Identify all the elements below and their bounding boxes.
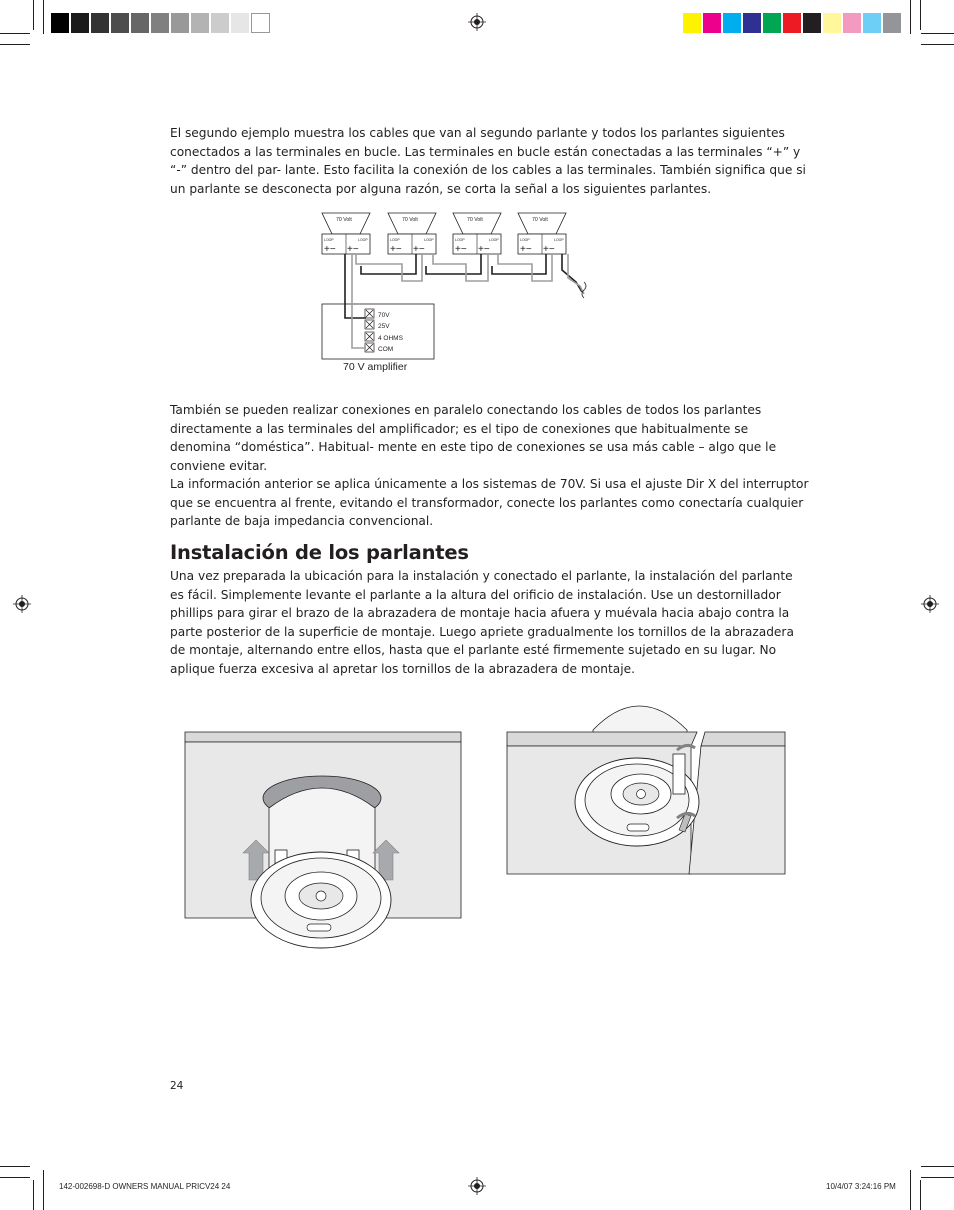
svg-text:+−: +−	[324, 244, 336, 255]
svg-text:LOOP: LOOP	[520, 238, 530, 242]
crop-mark	[33, 1180, 34, 1210]
svg-text:70 Volt: 70 Volt	[467, 217, 483, 223]
paragraph-loop-wiring: El segundo ejemplo muestra los cables que van al segundo parlante y todos los parlantes siguientes conectados a las terminales en bucle. Las terminales en bucle están conectadas a las terminales “+” y “-” dentro del par- lante. Esto facilita la conexión de los cables a las terminales. También significa que si un parlante se desconecta por alguna razón, se corta la señal a los siguientes parlantes.	[170, 126, 806, 196]
svg-text:+−: +−	[520, 244, 532, 255]
registration-mark-icon	[13, 595, 31, 613]
speaker-2	[388, 213, 436, 255]
paragraph-70v-note: La información anterior se aplica únicamente a los sistemas de 70V. Si usa el ajuste Dir X del interruptor que se encuentra al frente, evitando el transformador, conecte los parlantes como conectaría cualquier parlante de baja impedancia convencional.	[170, 477, 809, 529]
print-slug-left: 142-002698-D OWNERS MANUAL PRICV24 24	[59, 1182, 231, 1191]
svg-text:+−: +−	[478, 244, 490, 255]
svg-text:LOOP: LOOP	[489, 238, 499, 242]
svg-text:70 Volt: 70 Volt	[402, 217, 418, 223]
crop-mark	[43, 0, 44, 34]
crop-mark	[0, 1177, 30, 1178]
color-swatch	[803, 13, 822, 33]
crop-mark	[0, 33, 30, 34]
crop-mark	[921, 1166, 954, 1167]
section-heading: Instalación de los parlantes	[170, 541, 469, 564]
crop-mark	[921, 44, 954, 45]
amp-terminal-4	[365, 343, 374, 352]
color-swatch	[703, 13, 722, 33]
color-swatch	[191, 13, 210, 33]
color-swatch	[211, 13, 230, 33]
amp-terminal-3	[365, 332, 374, 341]
tap-label-4ohms: 4 OHMS	[378, 335, 403, 342]
svg-text:+−: +−	[390, 244, 402, 255]
color-swatch	[883, 13, 902, 33]
svg-text:LOOP: LOOP	[324, 238, 334, 242]
svg-text:+−: +−	[455, 244, 467, 255]
registration-mark-icon	[921, 595, 939, 613]
svg-text:LOOP: LOOP	[554, 238, 564, 242]
crop-mark	[920, 0, 921, 30]
color-swatch	[783, 13, 802, 33]
svg-text:+−: +−	[543, 244, 555, 255]
registration-mark-icon	[468, 1177, 486, 1195]
wiring-diagram	[318, 210, 593, 360]
color-swatch	[231, 13, 250, 33]
tap-label-70v: 70V	[378, 312, 390, 319]
install-illustration-clamp	[505, 690, 787, 880]
amplifier-caption: 70 V amplifier	[343, 361, 408, 373]
crop-mark	[921, 33, 954, 34]
crop-mark	[0, 44, 30, 45]
tap-label-com: COM	[378, 346, 394, 353]
tap-label-25v: 25V	[378, 323, 390, 330]
svg-text:+−: +−	[347, 244, 359, 255]
svg-text:LOOP: LOOP	[358, 238, 368, 242]
svg-text:LOOP: LOOP	[424, 238, 434, 242]
print-slug-right: 10/4/07 3:24:16 PM	[826, 1182, 896, 1191]
color-swatch	[683, 13, 702, 33]
svg-text:LOOP: LOOP	[390, 238, 400, 242]
color-swatch	[723, 13, 742, 33]
crop-mark	[43, 1170, 44, 1210]
page-number: 24	[170, 1080, 184, 1092]
crop-mark	[0, 1166, 30, 1167]
paragraph-installation: Una vez preparada la ubicación para la instalación y conectado el parlante, la instalación del parlante es fácil. Simplemente levante el parlante a la altura del orificio de instalación. Use un destornillador phillips para girar el brazo de la abrazadera de montaje hacia afuera y muévala hacia abajo contra la parte posterior de la superficie de montaje. Luego apriete gradualmente los tornillos de la abrazadera de montaje, alternando entre ellos, hasta que el parlante esté firmemente sujetado en su lugar. No aplique fuerza excesiva al apretar los tornillos de la abrazadera de montaje.	[170, 569, 794, 676]
svg-text:70 Volt: 70 Volt	[532, 217, 548, 223]
crop-mark	[33, 0, 34, 30]
crop-mark	[910, 0, 911, 34]
svg-text:70 Volt: 70 Volt	[336, 217, 352, 223]
amp-terminal-2	[365, 320, 374, 329]
color-swatch	[743, 13, 762, 33]
paragraph-parallel-wiring: También se pueden realizar conexiones en paralelo conectando los cables de todos los parlantes directamente a las terminales del amplificador; es el tipo de conexiones que habitualmente se denomina “doméstica”. Habitual- mente en este tipo de conexiones se usa más cable – algo que le conviene evitar.	[170, 403, 777, 473]
color-swatch	[111, 13, 130, 33]
install-illustration-lift	[183, 728, 463, 950]
color-swatch	[171, 13, 190, 33]
color-swatch	[71, 13, 90, 33]
color-swatch	[151, 13, 170, 33]
crop-mark	[920, 1180, 921, 1210]
color-swatch	[843, 13, 862, 33]
color-swatch	[863, 13, 882, 33]
svg-text:LOOP: LOOP	[455, 238, 465, 242]
color-swatch	[823, 13, 842, 33]
speaker-4	[518, 213, 566, 255]
registration-mark-icon	[468, 13, 486, 31]
color-swatch	[251, 13, 270, 33]
crop-mark	[910, 1170, 911, 1210]
svg-text:+−: +−	[413, 244, 425, 255]
crop-mark	[921, 1177, 954, 1178]
speaker-3	[453, 213, 501, 255]
color-swatch	[91, 13, 110, 33]
amp-terminal-1	[365, 309, 374, 318]
color-swatch	[131, 13, 150, 33]
color-swatch	[51, 13, 70, 33]
color-swatch	[763, 13, 782, 33]
speaker-1	[322, 213, 370, 255]
